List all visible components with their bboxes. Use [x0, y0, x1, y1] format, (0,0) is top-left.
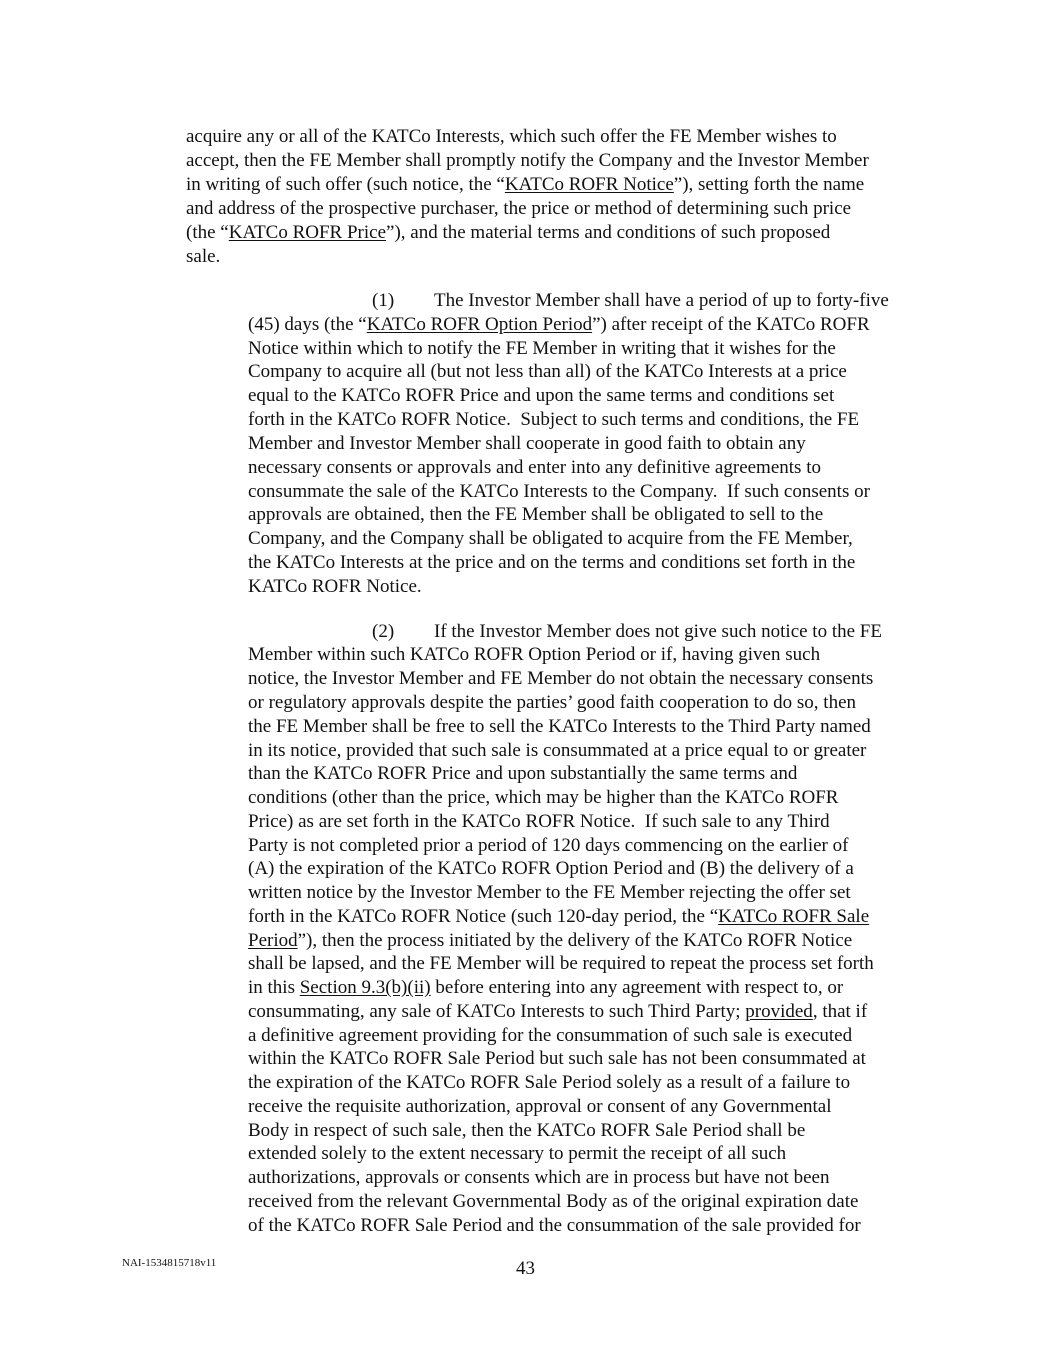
defined-term: KATCo ROFR Sale: [718, 906, 870, 927]
text-span: ”), and the material terms and conditions of such proposed: [386, 222, 831, 243]
paragraph-number: (2): [372, 621, 395, 642]
text-line: than the KATCo ROFR Price and upon substantially the same terms and: [248, 763, 798, 784]
defined-term: KATCo ROFR Option Period: [366, 314, 593, 335]
text-line: and address of the prospective purchaser, the price or method of determining such price: [186, 198, 852, 219]
text-line: Company, and the Company shall be obligated to acquire from the FE Member,: [248, 528, 853, 549]
text-span: forth in the KATCo ROFR Notice (such 120-day period, the “: [248, 906, 719, 927]
text-line: Member and Investor Member shall cooperate in good faith to obtain any: [248, 433, 806, 454]
text-span: (the “: [186, 222, 229, 243]
paragraph-number: (1): [372, 290, 395, 311]
text-line: [186, 173, 864, 196]
text-line: of the KATCo ROFR Sale Period and the consummation of the sale provided for: [248, 1215, 861, 1236]
text-line: receive the requisite authorization, approval or consent of any Governmental: [248, 1096, 832, 1117]
text-line: [248, 905, 869, 928]
text-line: authorizations, approvals or consents which are in process but have not been: [248, 1167, 830, 1188]
text-span: ”), setting forth the name: [673, 174, 865, 195]
text-line: shall be lapsed, and the FE Member will be required to repeat the process set forth: [248, 953, 874, 974]
text-line: consummate the sale of the KATCo Interests to the Company. If such consents or: [248, 481, 870, 502]
text-line: [372, 289, 889, 312]
section-reference: Section 9.3(b)(ii): [299, 977, 431, 998]
text-line: acquire any or all of the KATCo Interests, which such offer the FE Member wishes to: [186, 126, 837, 147]
text-line: written notice by the Investor Member to the FE Member rejecting the offer set: [248, 882, 851, 903]
text-line: [372, 620, 882, 643]
text-line: [248, 929, 852, 952]
text-line: approvals are obtained, then the FE Member shall be obligated to sell to the: [248, 504, 824, 525]
defined-term: provided: [745, 1001, 813, 1022]
text-line: equal to the KATCo ROFR Price and upon the same terms and conditions set: [248, 385, 835, 406]
text-span: If the Investor Member does not give such notice to the FE: [434, 621, 882, 642]
defined-term: KATCo ROFR Notice: [504, 174, 674, 195]
text-line: within the KATCo ROFR Sale Period but such sale has not been consummated at: [248, 1048, 866, 1069]
text-span: (45) days (the “: [248, 314, 367, 335]
text-line: sale.: [186, 246, 221, 267]
text-line: Price) as are set forth in the KATCo ROFR Notice. If such sale to any Third: [248, 811, 830, 832]
text-line: notice, the Investor Member and FE Member do not obtain the necessary consents: [248, 668, 874, 689]
text-line: or regulatory approvals despite the parties’ good faith cooperation to do so, then: [248, 692, 856, 713]
text-line: Notice within which to notify the FE Member in writing that it wishes for the: [248, 338, 836, 359]
text-line: a definitive agreement providing for the consummation of such sale is executed: [248, 1025, 853, 1046]
text-line: in its notice, provided that such sale is consummated at a price equal to or greater: [248, 740, 867, 761]
page-number: 43: [516, 1258, 535, 1279]
text-span: ”), then the process initiated by the delivery of the KATCo ROFR Notice: [297, 930, 853, 951]
text-line: [248, 313, 870, 336]
text-span: ”) after receipt of the KATCo ROFR: [592, 314, 870, 335]
text-line: Member within such KATCo ROFR Option Period or if, having given such: [248, 644, 821, 665]
text-line: [248, 976, 843, 999]
defined-term: Period: [248, 930, 298, 951]
text-line: Company to acquire all (but not less than all) of the KATCo Interests at a price: [248, 361, 847, 382]
text-span: in writing of such offer (such notice, the “: [186, 174, 505, 195]
text-line: extended solely to the extent necessary to permit the receipt of all such: [248, 1143, 787, 1164]
text-line: (A) the expiration of the KATCo ROFR Option Period and (B) the delivery of a: [248, 858, 854, 879]
document-id: NAI-1534815718v11: [122, 1257, 217, 1269]
text-line: necessary consents or approvals and enter into any definitive agreements to: [248, 457, 821, 478]
text-line: [186, 221, 830, 244]
text-span: consummating, any sale of KATCo Interests to such Third Party;: [248, 1001, 746, 1022]
text-line: accept, then the FE Member shall promptly notify the Company and the Investor Member: [186, 150, 869, 171]
text-span: in this: [248, 977, 300, 998]
text-line: KATCo ROFR Notice.: [248, 576, 422, 597]
text-line: received from the relevant Governmental Body as of the original expiration date: [248, 1191, 859, 1212]
text-line: forth in the KATCo ROFR Notice. Subject to such terms and conditions, the FE: [248, 409, 860, 430]
defined-term: KATCo ROFR Price: [228, 222, 387, 243]
text-span: , that if: [812, 1001, 868, 1022]
text-line: [248, 1000, 867, 1023]
text-line: the FE Member shall be free to sell the KATCo Interests to the Third Party named: [248, 716, 871, 737]
text-line: the KATCo Interests at the price and on the terms and conditions set forth in the: [248, 552, 856, 573]
text-span: before entering into any agreement with respect to, or: [430, 977, 844, 998]
text-span: The Investor Member shall have a period of up to forty-five: [434, 290, 889, 311]
text-line: Party is not completed prior a period of 120 days commencing on the earlier of: [248, 835, 849, 856]
text-line: the expiration of the KATCo ROFR Sale Period solely as a result of a failure to: [248, 1072, 851, 1093]
text-line: conditions (other than the price, which may be higher than the KATCo ROFR: [248, 787, 839, 808]
text-line: Body in respect of such sale, then the KATCo ROFR Sale Period shall be: [248, 1120, 806, 1141]
